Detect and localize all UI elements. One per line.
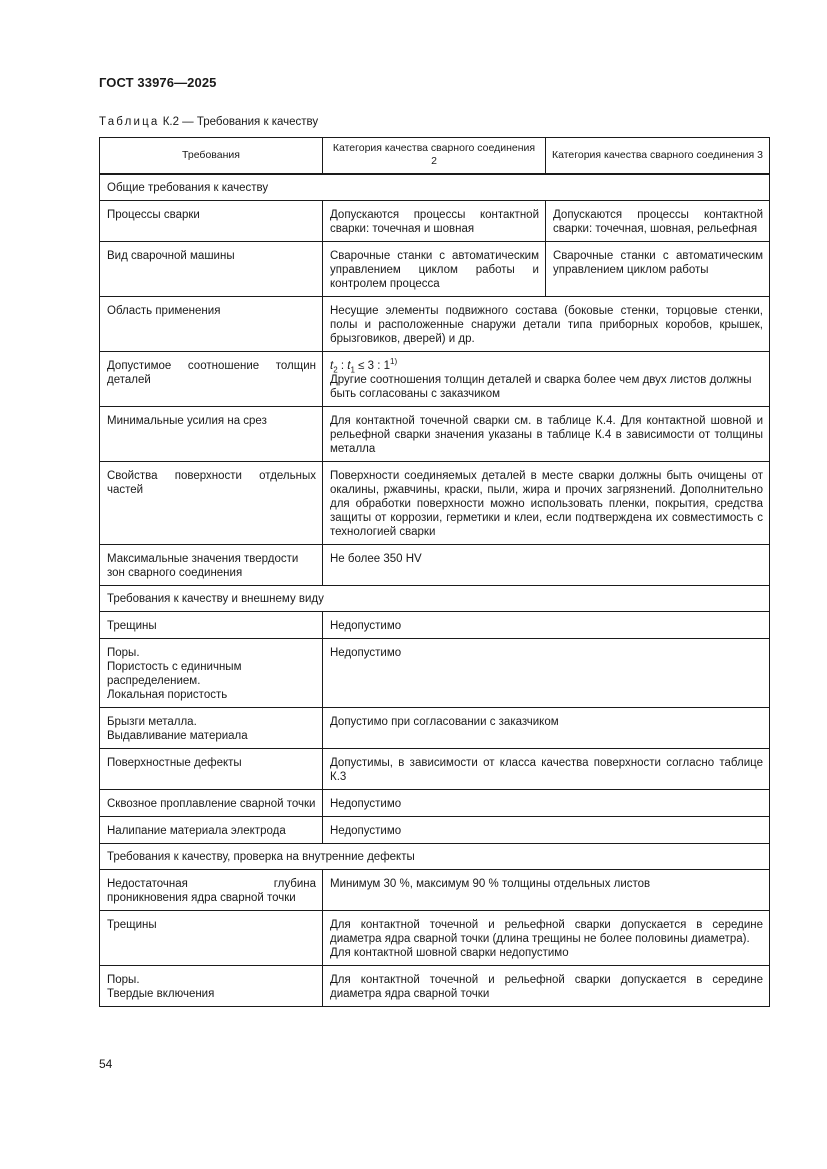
- table-row: [100, 638, 770, 707]
- table-row: [100, 816, 770, 843]
- requirement-cell: Минимальные усилия на срез: [100, 406, 323, 461]
- requirement-cell: Недостаточная глубина проникновения ядра сварной точки: [100, 869, 323, 910]
- table-row: [100, 611, 770, 638]
- requirement-cell: Трещины: [100, 611, 323, 638]
- value-cell: Недопустимо: [323, 789, 770, 816]
- value-cell: Недопустимо: [323, 816, 770, 843]
- table-row: [100, 406, 770, 461]
- value-cell: Минимум 30 %, максимум 90 % толщины отдельных листов: [323, 869, 770, 910]
- value-cell: Недопустимо: [323, 638, 770, 707]
- table-row: [100, 544, 770, 585]
- section-row: [100, 843, 770, 869]
- value-cell: Для контактной точечной и рельефной сварки допускается в середине диаметра ядра сварной точки: [323, 965, 770, 1006]
- requirement-cell: Трещины: [100, 910, 323, 965]
- requirement-cell: Брызги металла. Выдавливание материала: [100, 707, 323, 748]
- value-cell: Допустимы, в зависимости от класса качества поверхности согласно таблице К.3: [323, 748, 770, 789]
- requirement-cell: Поры. Пористость с единичным распределением. Локальная пористость: [100, 638, 323, 707]
- table-row: [100, 200, 770, 241]
- table-row: [100, 351, 770, 406]
- requirement-cell: Поры. Твердые включения: [100, 965, 323, 1006]
- value-cell: [323, 351, 770, 406]
- requirement-cell: Допустимое соотношение толщин деталей: [100, 351, 323, 406]
- thickness-note: Другие соотношения толщин деталей и сварка более чем двух листов должны быть согласованы с заказчиком: [330, 373, 752, 400]
- table-row: [100, 707, 770, 748]
- requirement-cell: Вид сварочной машины: [100, 241, 323, 296]
- section-internal: Требования к качеству, проверка на внутренние дефекты: [100, 843, 770, 869]
- value-cell: Для контактной точечной и рельефной сварки допускается в середине диаметра ядра сварной точки (длина трещины не более половины диаметра). Для контактной шовной сварки недопустимо: [323, 910, 770, 965]
- requirement-cell: Сквозное проплавление сварной точки: [100, 789, 323, 816]
- table-row: [100, 461, 770, 544]
- value-cell: Не более 350 HV: [323, 544, 770, 585]
- value-cell: Недопустимо: [323, 611, 770, 638]
- category-2-cell: Допускаются процессы контактной сварки: точечная и шовная: [323, 200, 546, 241]
- requirement-cell: Поверхностные дефекты: [100, 748, 323, 789]
- table-caption-label: Таблица: [99, 116, 160, 128]
- requirement-cell: Налипание материала электрода: [100, 816, 323, 843]
- requirement-cell: Процессы сварки: [100, 200, 323, 241]
- requirement-cell: Свойства поверхности отдельных частей: [100, 461, 323, 544]
- column-header-requirements: Требования: [100, 138, 323, 174]
- section-row: [100, 585, 770, 611]
- thickness-ratio-formula: $t_2$ : $t_1 \le 3$ : 1$^{1)}$: [330, 356, 398, 374]
- column-header-category-3: Категория качества сварного соединения 3: [546, 138, 770, 174]
- table-caption-title: К.2 — Требования к качеству: [159, 116, 319, 128]
- table-row: [100, 965, 770, 1006]
- table-row: [100, 241, 770, 296]
- requirement-cell: Область применения: [100, 296, 323, 351]
- footnote-marker: 1): [390, 356, 398, 366]
- table-caption: [99, 116, 318, 128]
- table-header-row: [100, 138, 770, 174]
- document-id: ГОСТ 33976—2025: [99, 75, 217, 90]
- requirements-table: [99, 137, 770, 1007]
- column-header-category-2: Категория качества сварного соединения 2: [323, 138, 546, 174]
- value-cell: Несущие элементы подвижного состава (боковые стенки, торцовые стенки, полы и расположенные снаружи детали типа приборных коробов, крышек, брызговиков, дверей) и др.: [323, 296, 770, 351]
- table-row: [100, 296, 770, 351]
- value-cell: Поверхности соединяемых деталей в месте сварки должны быть очищены от окалины, ржавчины, краски, пыли, жира и прочих загрязнений. Дополнительно для обработки поверхности можно использовать пленки, покрытия, средства защиты от коррозии, герметики и клеи, если подтверждена их совместимость с технологией сварки: [323, 461, 770, 544]
- table-row: [100, 910, 770, 965]
- page-number: 54: [99, 1057, 113, 1071]
- table-row: [100, 789, 770, 816]
- category-3-cell: Допускаются процессы контактной сварки: точечная, шовная, рельефная: [546, 200, 770, 241]
- category-2-cell: Сварочные станки с автоматическим управлением циклом работы и контролем процесса: [323, 241, 546, 296]
- value-cell: Допустимо при согласовании с заказчиком: [323, 707, 770, 748]
- section-visual: Требования к качеству и внешнему виду: [100, 585, 770, 611]
- value-cell: Для контактной точечной сварки см. в таблице К.4. Для контактной шовной и рельефной сварки значения указаны в таблице К.4 в зависимости от толщины металла: [323, 406, 770, 461]
- table-row: [100, 748, 770, 789]
- table-row: [100, 869, 770, 910]
- requirement-cell: Максимальные значения твердости зон сварного соединения: [100, 544, 323, 585]
- category-3-cell: Сварочные станки с автоматическим управлением циклом работы: [546, 241, 770, 296]
- section-row: [100, 174, 770, 201]
- section-general: Общие требования к качеству: [100, 174, 770, 201]
